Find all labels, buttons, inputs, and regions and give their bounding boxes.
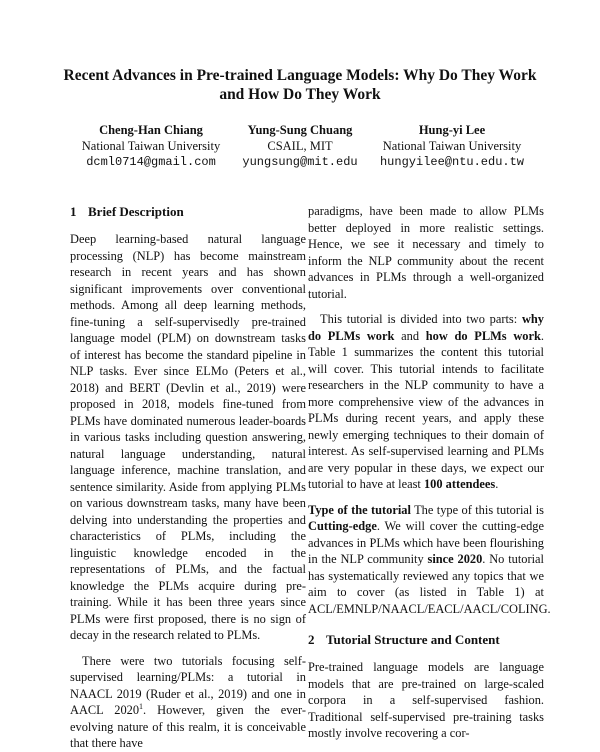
author-email: hungyilee@ntu.edu.tw: [379, 155, 525, 169]
author-affiliation: National Taiwan University: [382, 139, 522, 153]
paper-title: Recent Advances in Pre-trained Language Models: Why Do They Work and How Do They Work: [63, 67, 537, 103]
paragraph: Deep learning-based natural language processing (NLP) has become mainstream research in recent years and has shown significant improvements over conventional methods. Among all deep learning methods, fine-tuning a self-supervisedly pre-trained language model (PLM) on downstream tasks of interest has become the standard pipeline in NLP tasks. Ever since ELMo (Peters et al., 2018) and BERT (Devlin et al., 2019) were proposed in 2018, models fine-tuned from PLMs have dominated numerous leader-boards in various tasks including question answering, natural language understanding, natural language inference, machine translation, and sentence similarity. Aside from applying PLMs on various downstream tasks, many have been delving into understanding the properties and characteristics of PLMs, including the linguistic knowledge encoded in the representations of PLMs, and the factual knowledge the PLMs acquire during pre-training. While it has been three years since PLMs were first proposed, there is no sign of decay in the research related to PLMs.: [70, 232, 306, 642]
author-3: [362, 122, 542, 170]
author-affiliation: CSAIL, MIT: [267, 139, 333, 153]
paragraph: This tutorial is divided into two parts: why do PLMs work and how do PLMs work. Table 1 summarizes the content this tutorial will cover. This tutorial intends to facilitate researchers in the NLP community to have a more comprehensive view of the advances in PLMs during recent years, and apply these newly emerging techniques to their domain of interest. As self-supervised learning and PLMs are very popular in these days, we expect our tutorial to have at least 100 attendees.: [308, 312, 544, 491]
author-affiliation: National Taiwan University: [81, 139, 221, 153]
paragraph: There were two tutorials focusing self-supervised learning/PLMs: a tutorial in NAACL 2019 (Ruder et al., 2019) and one in AACL 2020$^1$. However, given the ever-evolving nature of this realm, it is conceivable that there have: [70, 653, 306, 750]
author-name: Cheng-Han Chiang: [99, 123, 203, 137]
author-name: Yung-Sung Chuang: [247, 123, 353, 137]
section-1-heading: [70, 203, 306, 221]
section-2-heading: [308, 631, 544, 649]
section-title: Tutorial Structure and Content: [326, 632, 500, 647]
author-email: yungsung@mit.edu: [242, 155, 358, 169]
paragraph: Type of the tutorial The type of this tutorial is Cutting-edge. We will cover the cutting-edge advances in PLMs which have been flourishing in the NLP community since 2020. No tutorial has systematically reviewed any topics that we aim to cover (as listed in Table 1) at ACL/EMNLP/NAACL/EACL/AACL/COLING.: [308, 502, 551, 616]
paragraph: Pre-trained language models are language models that are pre-trained on large-scaled corpora in a self-supervised fashion. Traditional self-supervised pre-training tasks mostly involve recovering a cor-: [308, 660, 544, 740]
section-number: 2: [308, 632, 315, 647]
left-column: [70, 203, 306, 752]
right-column: [308, 203, 551, 742]
author-name: Hung-yi Lee: [418, 123, 486, 137]
section-title: Brief Description: [88, 204, 184, 219]
paragraph: paradigms, have been made to allow PLMs better deployed in more realistic settings. Hence, we see it necessary and timely to inform the NLP community about the recent advances in PLMs through a well-organized tutorial.: [308, 204, 544, 301]
author-email: dcml0714@gmail.com: [86, 155, 216, 169]
section-number: 1: [70, 204, 77, 219]
paragraph-label: Type of the tutorial: [308, 502, 411, 517]
